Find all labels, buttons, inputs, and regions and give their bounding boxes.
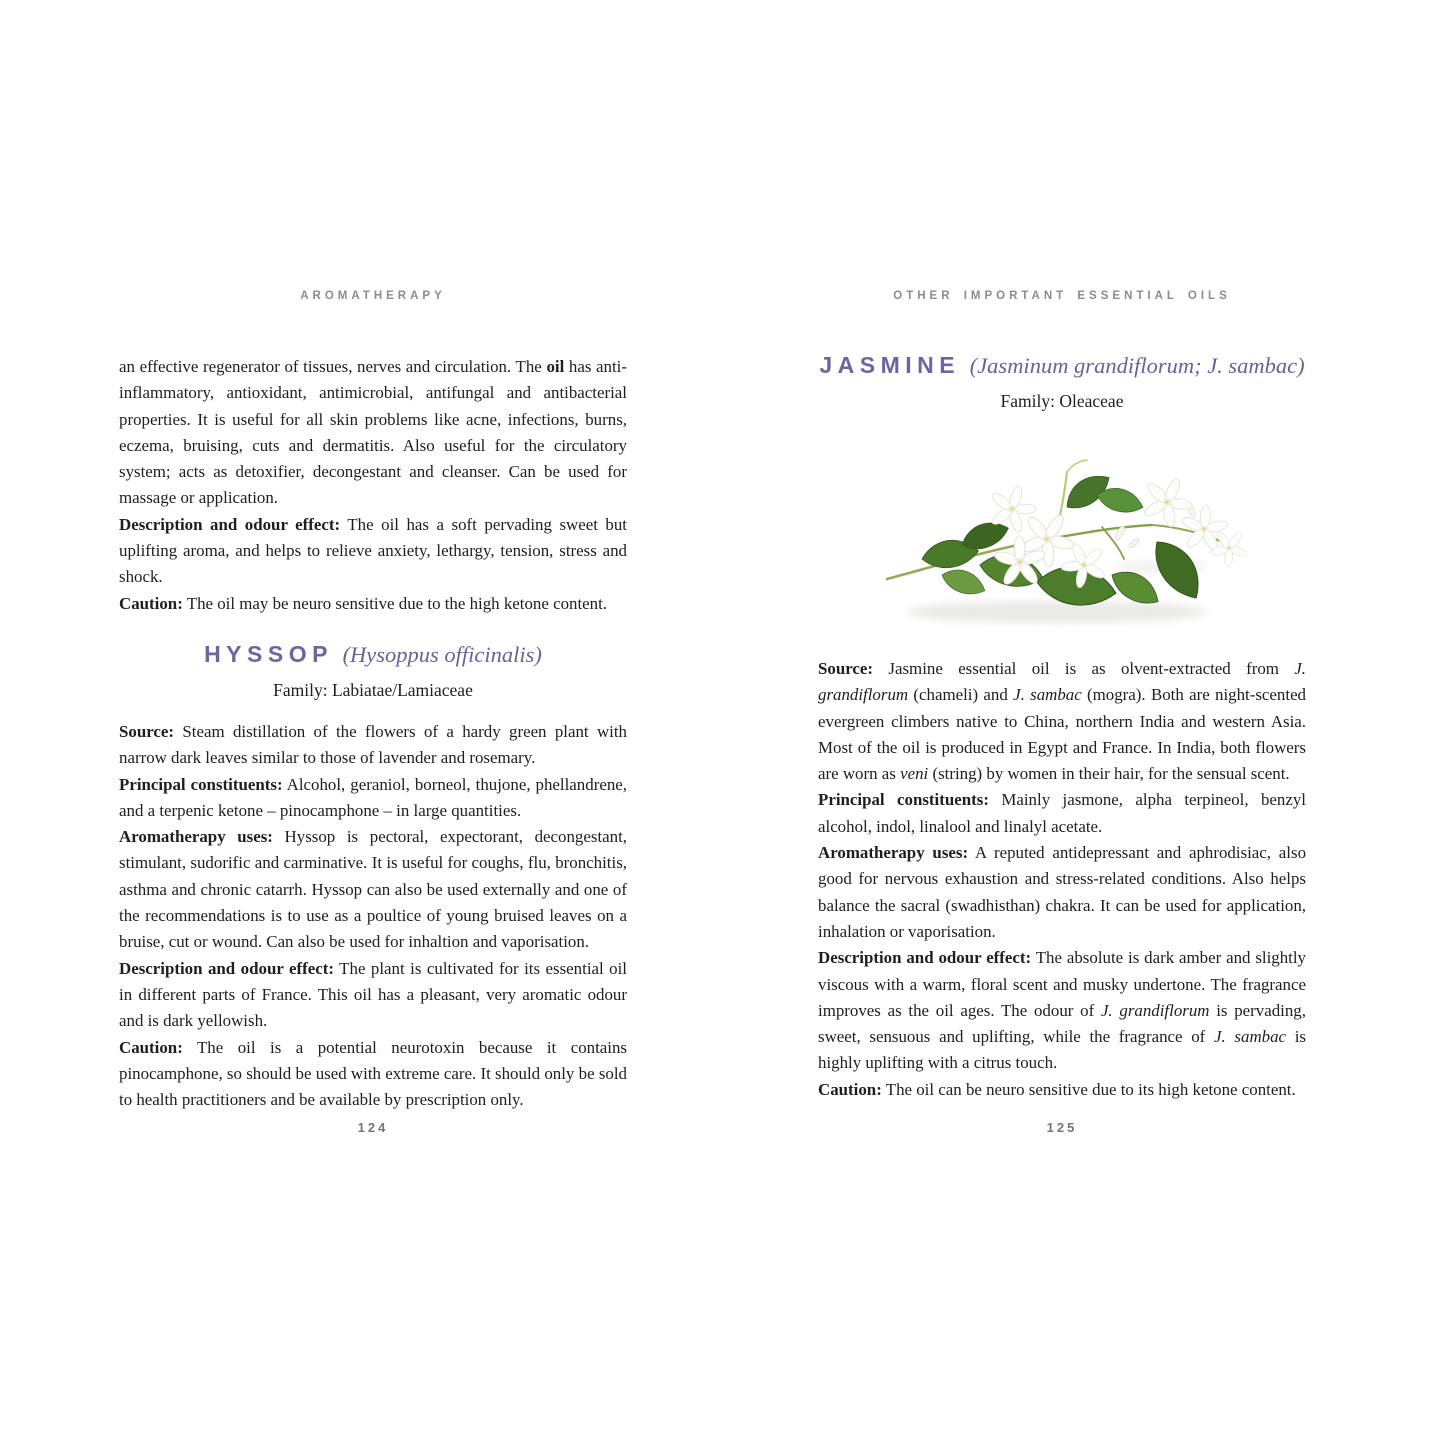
left-page: [119, 290, 627, 1113]
hyssop-entry-name: HYSSOP: [204, 640, 333, 667]
paragraph: Principal constituents: Mainly jasmone, alpha terpineol, benzyl alcohol, indol, linalool and linalyl acetate.: [818, 790, 1306, 836]
right-page: [818, 290, 1306, 1103]
jasmine-entry-heading: [818, 350, 1306, 384]
hyssop-entry-heading: [119, 639, 627, 673]
hyssop-latin-name: (Hysoppus officinalis): [342, 641, 542, 667]
paragraph: Caution: The oil can be neuro sensitive due to its high ketone content.: [818, 1079, 1296, 1099]
jasmine-sprig-illustration: [862, 447, 1262, 643]
paragraph: Caution: The oil is a potential neurotoxin because it contains pinocamphone, so should be used with extreme care. It should only be sold to health practitioners and be available by prescription only.: [119, 1037, 627, 1110]
right-page-number: 125: [1046, 1120, 1078, 1135]
paragraph: Principal constituents: Alcohol, geraniol, borneol, thujone, phellandrene, and a terpenic ketone – pinocamphone – in large quantities.: [119, 774, 627, 820]
paragraph: Description and odour effect: The plant is cultivated for its essential oil in different parts of France. This oil has a pleasant, very aromatic odour and is dark yellowish.: [119, 958, 627, 1031]
left-continuation-text: [119, 354, 627, 617]
hyssop-family-line: Family: Labiatae/Lamiaceae: [273, 679, 473, 700]
paragraph: Caution: The oil may be neuro sensitive due to the high ketone content.: [119, 593, 608, 613]
right-running-head: OTHER IMPORTANT ESSENTIAL OILS: [893, 290, 1231, 302]
paragraph: Description and odour effect: The oil has a soft pervading sweet but uplifting aroma, and helps to relieve anxiety, lethargy, tension, stress and shock.: [119, 514, 628, 587]
paragraph: Source: Jasmine essential oil is as olvent-extracted from J. grandiflorum (chameli) and J. sambac (mogra). Both are night-scented evergreen climbers native to China, northern India and western Asia. Most of the oil is produced in Egypt and France. In India, both flowers are worn as veni (string) by women in their hair, for the sensual scent.: [818, 659, 1307, 784]
jasmine-latin-name: (Jasminum grandiflorum; J. sambac): [969, 353, 1305, 378]
hyssop-entry-body: [119, 719, 627, 1113]
paragraph: Source: Steam distillation of the flowers of a hardy green plant with narrow dark leaves similar to those of lavender and rosemary.: [119, 721, 627, 768]
jasmine-entry-body: [818, 656, 1306, 1103]
paragraph: Aromatherapy uses: A reputed antidepressant and aphrodisiac, also good for nervous exhaustion and stress-related conditions. Also helps balance the sacral (swadhisthan) chakra. It can be used for application, inhalation or vaporisation.: [818, 843, 1307, 941]
left-page-number: 124: [357, 1120, 389, 1135]
left-running-head: AROMATHERAPY: [300, 290, 446, 302]
jasmine-family-line: Family: Oleaceae: [1000, 391, 1124, 411]
paragraph: Description and odour effect: The absolute is dark amber and slightly viscous with a warm, floral scent and musky undertone. The fragrance improves as the oil ages. The odour of J. grandiflorum is pervading, sweet, sensuous and uplifting, while the fragrance of J. sambac is highly uplifting with a citrus touch.: [818, 948, 1307, 1073]
jasmine-flower-image: [862, 447, 1262, 643]
jasmine-entry-name: JASMINE: [819, 352, 961, 378]
paragraph: Aromatherapy uses: Hyssop is pectoral, expectorant, decongestant, stimulant, sudorific and carminative. It is useful for coughs, flu, bronchitis, asthma and chronic catarrh. Hyssop can also be used externally and one of the recommendations is to use as a poultice of young bruised leaves on a bruise, cut or wound. Can also be used for inhaltion and vaporisation.: [119, 827, 628, 952]
paragraph: an effective regenerator of tissues, nerves and circulation. The oil has anti-inflammatory, antioxidant, antimicrobial, antifungal and antibacterial properties. It is useful for all skin problems like acne, infections, burns, eczema, bruising, cuts and dermatitis. Also useful for the circulatory system; acts as detoxifier, decongestant and cleanser. Can be used for massage or application.: [119, 357, 627, 508]
